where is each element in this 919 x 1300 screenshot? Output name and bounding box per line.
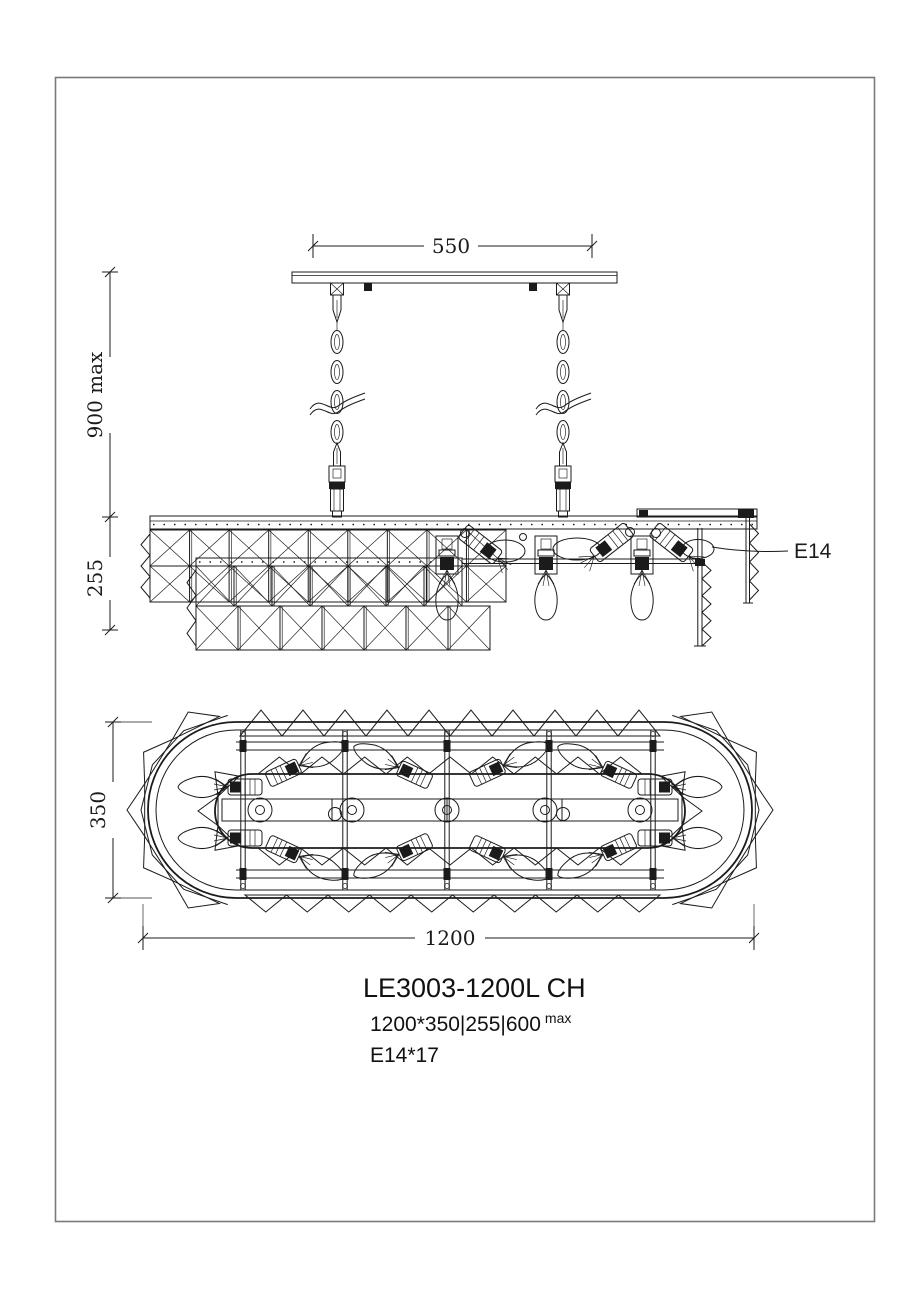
top-view-drawing: [127, 710, 773, 912]
dim-length: 1200: [424, 926, 476, 950]
model-number: LE3003-1200L CH: [363, 973, 586, 1003]
dim-body-height: 255: [83, 558, 107, 598]
socket-type-label: E14: [794, 540, 832, 563]
side-view-dimensions: [102, 234, 597, 635]
dim-depth: 350: [86, 790, 110, 830]
size-spec-main: 1200*350|255|600: [370, 1013, 541, 1036]
lamp-spec: E14*17: [370, 1044, 439, 1067]
suspension-chains: [310, 283, 591, 517]
side-view: [83, 234, 832, 650]
dim-hang-height: 900 max: [83, 351, 107, 439]
ceiling-plate: [292, 272, 617, 291]
fixture-body: [141, 509, 759, 650]
title-block: [363, 973, 586, 1067]
dim-canopy-width: 550: [431, 234, 471, 258]
e14-callout: [712, 540, 832, 563]
size-spec: [370, 1010, 571, 1036]
size-spec-max: max: [544, 1010, 572, 1026]
top-view: [86, 710, 773, 950]
